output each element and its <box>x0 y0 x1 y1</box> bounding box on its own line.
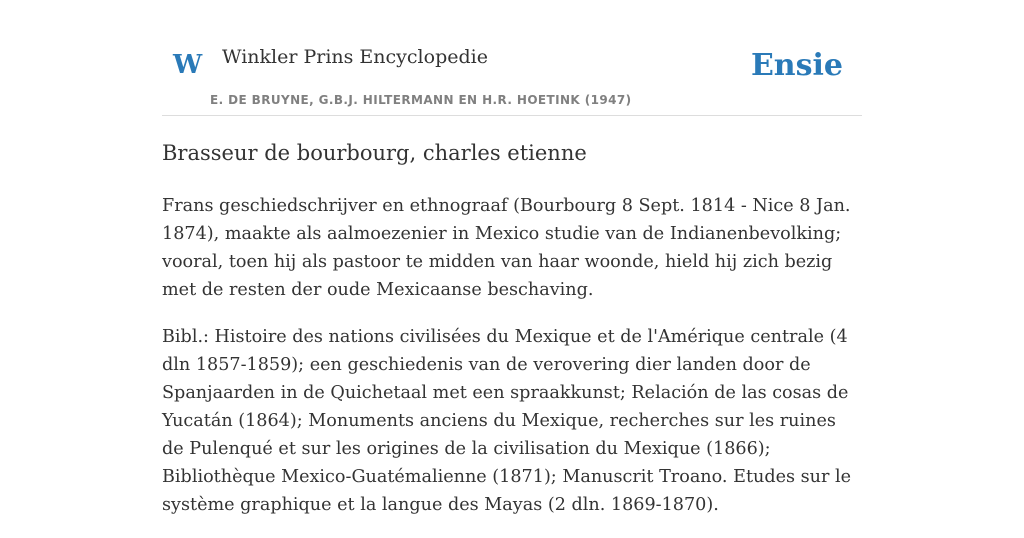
ensie-brand-link[interactable]: Ensie <box>750 48 843 83</box>
encyclopedia-authors: E. DE BRUYNE, G.B.J. HILTERMANN EN H.R. HOETINK (1947) <box>210 93 632 107</box>
article-bibliography: Bibl.: Histoire des nations civilisées du Mexique et de l'Amérique centrale (4 dln 1857-1859); een geschiedenis van de verovering dier landen door de Spanjaarden in de Quichetaal met een spraakkunst; Relación de las cosas de Yucatán (1864); Monuments anciens du Mexique, recherches sur les ruines de Pulenqué et sur les origines de la civilisation du Mexique (1866); Bibliothèque Mexico-Guatémalienne (1871); Manuscrit Troano. Etudes sur le système graphique et la langue des Mayas (2 dln. 1869-1870). <box>162 327 852 515</box>
article-paragraph: Frans geschiedschrijver en ethnograaf (Bourbourg 8 Sept. 1814 - Nice 8 Jan. 1874), maakte als aalmoezenier in Mexico studie van de Indianenbevolking; vooral, toen hij als pastoor te midden van haar woonde, hield hij zich bezig met de resten der oude Mexicaanse beschaving. <box>162 196 851 300</box>
article-title: Brasseur de bourbourg, charles etienne <box>162 141 587 165</box>
encyclopedia-title[interactable]: Winkler Prins Encyclopedie <box>222 46 488 68</box>
encyclopedia-header <box>162 0 862 116</box>
encyclopedia-logo[interactable]: W <box>173 50 203 80</box>
page-container <box>162 0 862 515</box>
article-body <box>162 192 862 538</box>
